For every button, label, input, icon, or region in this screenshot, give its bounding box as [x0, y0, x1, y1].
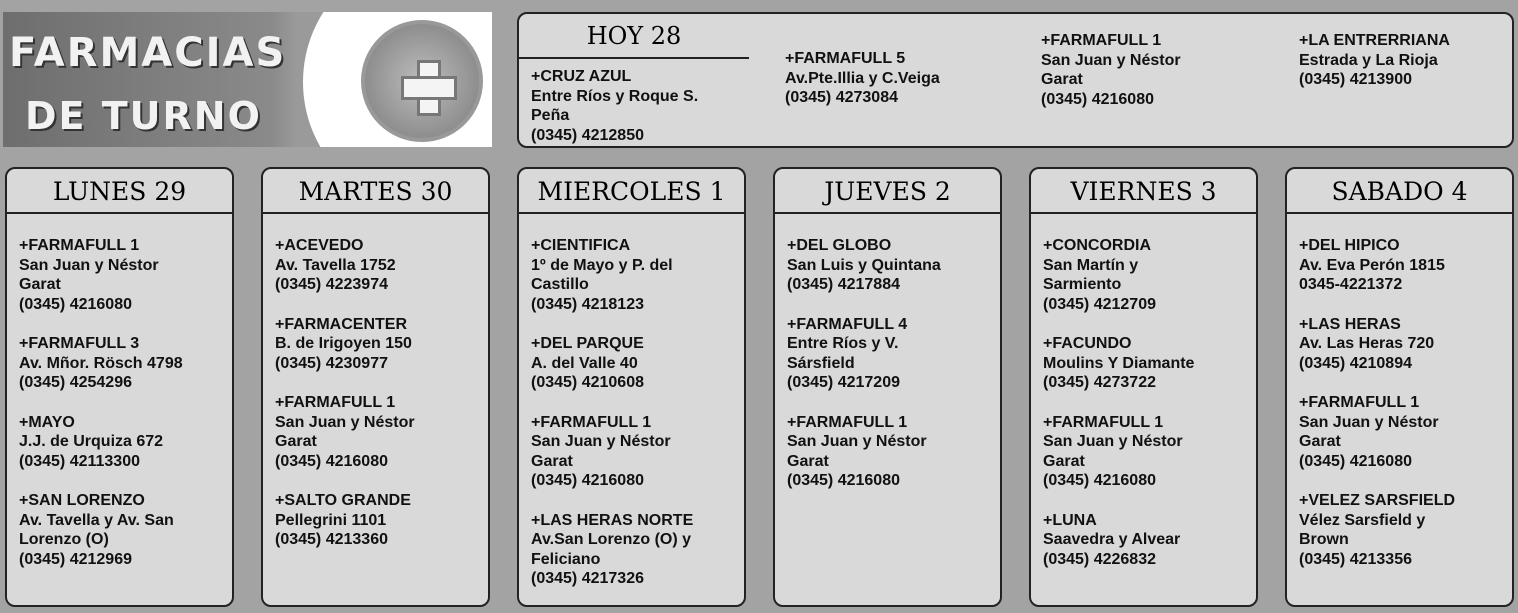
pharmacy-address: Estrada y La Rioja	[1299, 51, 1438, 69]
day-header: LUNES 29	[7, 169, 232, 214]
day-entries	[1287, 214, 1512, 569]
pharmacy-name: +LAS HERAS NORTE	[531, 511, 694, 529]
day-card	[1029, 167, 1258, 607]
pharmacy-address: Garat	[275, 433, 317, 450]
day-card	[517, 167, 746, 607]
pharmacy-entry	[787, 236, 1000, 295]
day-entries	[263, 214, 488, 550]
pharmacy-address: San Juan y Néstor	[19, 256, 159, 274]
pharmacy-phone: (0345) 4273722	[1043, 374, 1156, 391]
pharmacy-address: San Juan y Néstor	[1041, 51, 1181, 69]
pharmacy-phone: (0345) 4216080	[275, 452, 388, 470]
pharmacy-phone: (0345) 4212850	[531, 126, 644, 144]
pharmacy-name: +CRUZ AZUL	[531, 68, 632, 85]
pharmacy-phone: (0345) 4216080	[1043, 472, 1156, 489]
pharmacy-entry	[19, 334, 232, 393]
pharmacy-address: Av.San Lorenzo (O) y	[531, 531, 692, 548]
pharmacy-entry	[1299, 236, 1512, 295]
pharmacy-entry	[19, 236, 232, 314]
pharmacy-phone: (0345) 42113300	[19, 452, 140, 470]
pharmacy-address: Av. Eva Perón 1815	[1299, 256, 1445, 274]
day-entries	[775, 214, 1000, 491]
pharmacy-address: A. del Valle 40	[531, 354, 638, 372]
pharmacy-address: Garat	[787, 452, 829, 470]
pharmacy-name: +LUNA	[1043, 511, 1097, 529]
pharmacy-phone: (0345) 4216080	[1299, 452, 1412, 470]
pharmacy-entry	[531, 236, 744, 314]
pharmacy-phone: (0345) 4212969	[19, 550, 132, 568]
pharmacy-name: +FARMAFULL 5	[785, 50, 906, 67]
pharmacy-entry	[787, 413, 1000, 491]
pharmacy-address: Av. Tavella 1752	[275, 256, 396, 274]
pharmacy-phone: 0345-4221372	[1299, 276, 1403, 293]
pharmacy-entry	[1299, 393, 1512, 471]
pharmacy-entry	[531, 413, 744, 491]
pharmacy-address: Brown	[1299, 531, 1349, 548]
pharmacy-name: +FARMAFULL 1	[531, 413, 652, 431]
pharmacy-entry	[1299, 31, 1450, 90]
pharmacy-phone: (0345) 4213356	[1299, 550, 1412, 568]
day-header: JUEVES 2	[775, 169, 1000, 214]
pharmacy-entry	[1043, 334, 1256, 393]
pharmacy-entry	[19, 413, 232, 472]
pharmacy-entry	[531, 334, 744, 393]
pharmacy-name: +LA ENTRERRIANA	[1299, 32, 1450, 49]
pharmacy-address: 1º de Mayo y P. del	[531, 256, 673, 274]
pharmacy-phone: (0345) 4273084	[785, 89, 898, 106]
pharmacy-entry	[1299, 315, 1512, 374]
pharmacy-address: Peña	[531, 107, 570, 124]
pharmacy-address: Av. Las Heras 720	[1299, 335, 1435, 352]
pharmacy-entry	[1043, 236, 1256, 314]
pharmacy-cross-icon	[361, 20, 483, 142]
pharmacy-address: Moulins Y Diamante	[1043, 354, 1195, 372]
pharmacy-address: Sarmiento	[1043, 276, 1122, 293]
pharmacy-address: San Luis y Quintana	[787, 256, 941, 274]
pharmacy-entry	[1043, 413, 1256, 491]
day-entries	[1031, 214, 1256, 569]
pharmacy-phone: (0345) 4216080	[19, 295, 132, 313]
pharmacy-address: San Juan y Néstor	[787, 433, 927, 450]
pharmacy-name: +CONCORDIA	[1043, 237, 1152, 254]
pharmacy-name: +FARMAFULL 1	[787, 413, 908, 431]
pharmacy-address: Saavedra y Alvear	[1043, 531, 1181, 548]
pharmacy-address: Garat	[1041, 71, 1083, 88]
pharmacy-name: +SALTO GRANDE	[275, 492, 411, 509]
pharmacy-entry	[787, 315, 1000, 393]
day-header: VIERNES 3	[1031, 169, 1256, 214]
pharmacy-address: San Juan y Néstor	[531, 433, 671, 450]
pharmacy-name: +VELEZ SARSFIELD	[1299, 492, 1456, 509]
pharmacy-address: Garat	[19, 276, 61, 293]
pharmacy-address: Sársfield	[787, 354, 855, 372]
pharmacy-address: Feliciano	[531, 550, 601, 568]
pharmacy-name: +FARMAFULL 3	[19, 335, 140, 352]
pharmacy-name: +CIENTIFICA	[531, 237, 631, 254]
day-card	[5, 167, 234, 607]
pharmacy-phone: (0345) 4226832	[1043, 550, 1156, 568]
pharmacy-phone: (0345) 4217884	[787, 276, 900, 293]
pharmacy-phone: (0345) 4210894	[1299, 354, 1412, 372]
pharmacy-phone: (0345) 4213360	[275, 531, 388, 548]
logo-title-line1: FARMACIAS	[9, 30, 287, 76]
pharmacy-name: +DEL PARQUE	[531, 335, 644, 352]
logo-title-line2: DE TURNO	[25, 94, 262, 138]
pharmacy-phone: (0345) 4223974	[275, 276, 388, 293]
pharmacy-address: Av.Pte.Illia y C.Veiga	[785, 69, 940, 87]
day-entries	[7, 214, 232, 569]
pharmacy-entry	[275, 315, 488, 374]
pharmacy-address: Av. Mñor. Rösch 4798	[19, 354, 183, 372]
day-header: SABADO 4	[1287, 169, 1512, 214]
pharmacy-address: Entre Ríos y Roque S.	[531, 87, 699, 105]
today-header: HOY 28	[519, 14, 749, 59]
pharmacy-name: +MAYO	[19, 413, 75, 431]
pharmacy-entry	[531, 511, 744, 589]
pharmacy-entry	[275, 236, 488, 295]
pharmacy-phone: (0345) 4230977	[275, 354, 388, 372]
pharmacy-entry	[1043, 511, 1256, 570]
pharmacy-phone: (0345) 4212709	[1043, 295, 1156, 313]
pharmacy-address: Pellegrini 1101	[275, 511, 387, 529]
pharmacy-address: San Juan y Néstor	[1299, 413, 1439, 431]
pharmacy-address: Garat	[531, 452, 573, 470]
pharmacy-name: +FARMAFULL 4	[787, 315, 908, 333]
pharmacy-address: Garat	[1299, 433, 1341, 450]
pharmacy-address: Garat	[1043, 452, 1085, 470]
day-header: MIERCOLES 1	[519, 169, 744, 214]
pharmacy-entry	[19, 491, 232, 569]
pharmacy-entry	[1299, 491, 1512, 569]
pharmacy-entry	[785, 49, 940, 108]
pharmacy-address: Entre Ríos y V.	[787, 335, 899, 352]
pharmacy-phone: (0345) 4213900	[1299, 71, 1412, 88]
pharmacy-address: J.J. de Urquiza 672	[19, 433, 164, 450]
pharmacy-entry	[275, 393, 488, 471]
pharmacy-phone: (0345) 4216080	[531, 472, 644, 489]
pharmacy-name: +ACEVEDO	[275, 237, 364, 254]
pharmacy-name: +FARMACENTER	[275, 315, 408, 333]
pharmacy-address: B. de Irigoyen 150	[275, 335, 412, 352]
pharmacy-name: +DEL HIPICO	[1299, 237, 1400, 254]
logo-banner	[3, 12, 492, 147]
pharmacy-address: Av. Tavella y Av. San	[19, 511, 174, 529]
day-card	[1285, 167, 1514, 607]
pharmacy-name: +FARMAFULL 1	[1041, 32, 1162, 49]
pharmacy-address: Castillo	[531, 276, 589, 293]
pharmacy-name: +FACUNDO	[1043, 335, 1132, 352]
pharmacy-phone: (0345) 4216080	[1041, 90, 1154, 108]
pharmacy-entry	[531, 67, 698, 145]
pharmacy-entry	[275, 491, 488, 550]
pharmacy-name: +LAS HERAS	[1299, 315, 1401, 333]
pharmacy-name: +SAN LORENZO	[19, 492, 145, 509]
pharmacy-phone: (0345) 4210608	[531, 374, 644, 391]
pharmacy-phone: (0345) 4218123	[531, 295, 644, 313]
pharmacy-address: Lorenzo (O)	[19, 531, 109, 548]
pharmacy-phone: (0345) 4254296	[19, 374, 132, 391]
pharmacy-address: San Juan y Néstor	[275, 413, 415, 431]
day-card	[773, 167, 1002, 607]
pharmacy-phone: (0345) 4217326	[531, 570, 644, 587]
pharmacy-name: +FARMAFULL 1	[275, 394, 396, 411]
pharmacy-address: San Juan y Néstor	[1043, 433, 1183, 450]
pharmacy-name: +DEL GLOBO	[787, 237, 892, 254]
pharmacy-name: +FARMAFULL 1	[19, 237, 140, 254]
day-card	[261, 167, 490, 607]
pharmacy-phone: (0345) 4217209	[787, 374, 900, 391]
pharmacy-address: San Martín y	[1043, 256, 1139, 274]
today-panel	[517, 12, 1514, 148]
pharmacy-phone: (0345) 4216080	[787, 472, 900, 489]
day-entries	[519, 214, 744, 589]
pharmacy-name: +FARMAFULL 1	[1299, 394, 1420, 411]
pharmacy-name: +FARMAFULL 1	[1043, 413, 1164, 431]
pharmacy-entry	[1041, 31, 1181, 109]
day-header: MARTES 30	[263, 169, 488, 214]
pharmacy-address: Vélez Sarsfield y	[1299, 511, 1426, 529]
